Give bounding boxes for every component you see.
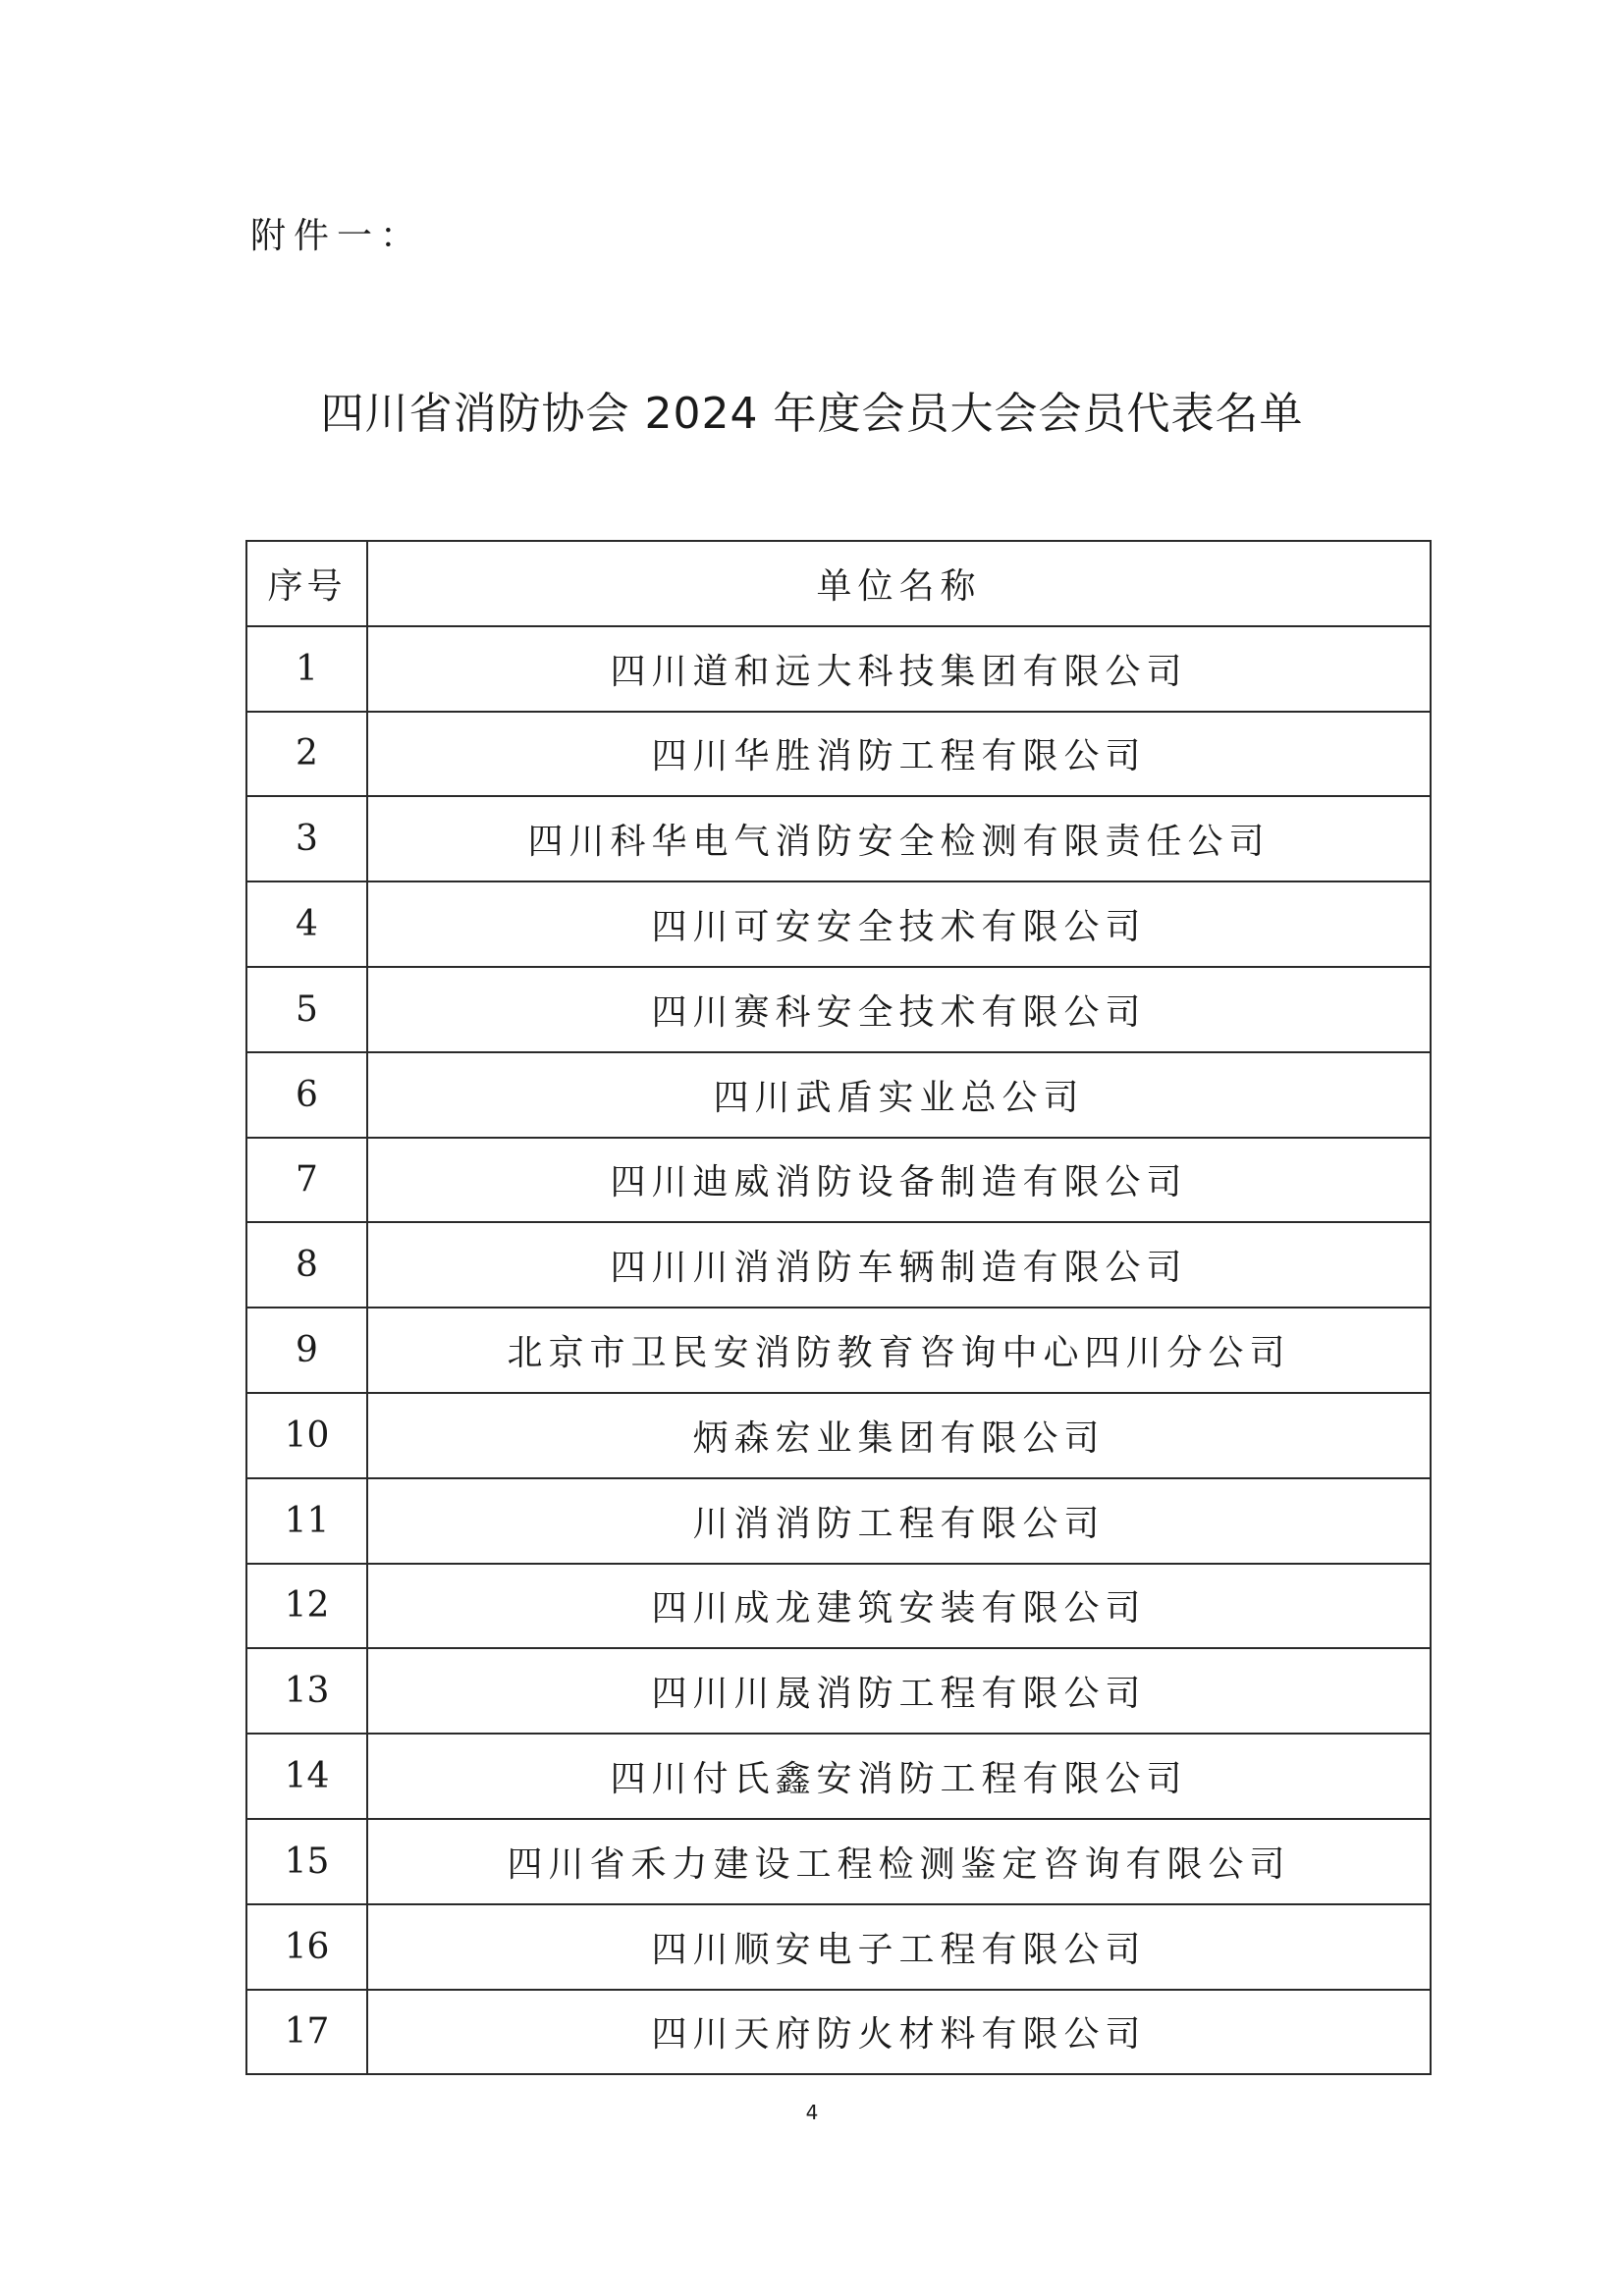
row-number: 11	[246, 1478, 367, 1564]
row-number: 7	[246, 1138, 367, 1223]
row-number: 5	[246, 967, 367, 1052]
table-row	[246, 1222, 1431, 1308]
row-number: 16	[246, 1904, 367, 1990]
unit-name: 四川科华电气消防安全检测有限责任公司	[367, 796, 1431, 881]
unit-name: 四川可安安全技术有限公司	[367, 881, 1431, 967]
unit-name: 四川省禾力建设工程检测鉴定咨询有限公司	[367, 1819, 1431, 1904]
row-number: 9	[246, 1308, 367, 1393]
table-row	[246, 1393, 1431, 1478]
table-row	[246, 1904, 1431, 1990]
column-header-serial-number: 序号	[246, 541, 367, 626]
row-number: 17	[246, 1990, 367, 2075]
table-row	[246, 1990, 1431, 2075]
unit-name: 四川天府防火材料有限公司	[367, 1990, 1431, 2075]
unit-name: 北京市卫民安消防教育咨询中心四川分公司	[367, 1308, 1431, 1393]
unit-name: 四川付氏鑫安消防工程有限公司	[367, 1734, 1431, 1819]
document-title: 四川省消防协会 2024 年度会员大会会员代表名单	[320, 389, 1304, 439]
table-row	[246, 967, 1431, 1052]
table-row	[246, 626, 1431, 712]
unit-name: 四川迪威消防设备制造有限公司	[367, 1138, 1431, 1223]
row-number: 2	[246, 712, 367, 797]
unit-name: 四川川晟消防工程有限公司	[367, 1648, 1431, 1734]
table-row	[246, 1648, 1431, 1734]
table-row	[246, 1308, 1431, 1393]
row-number: 8	[246, 1222, 367, 1308]
page-number: 4	[805, 2101, 819, 2124]
table-body	[246, 626, 1431, 2075]
unit-name: 四川赛科安全技术有限公司	[367, 967, 1431, 1052]
table-header-row	[246, 541, 1431, 626]
row-number: 4	[246, 881, 367, 967]
unit-name: 川消消防工程有限公司	[367, 1478, 1431, 1564]
unit-name: 四川华胜消防工程有限公司	[367, 712, 1431, 797]
row-number: 1	[246, 626, 367, 712]
unit-name: 四川川消消防车辆制造有限公司	[367, 1222, 1431, 1308]
table-row	[246, 1819, 1431, 1904]
unit-name: 四川顺安电子工程有限公司	[367, 1904, 1431, 1990]
member-representatives-table	[245, 540, 1432, 2075]
row-number: 12	[246, 1564, 367, 1649]
row-number: 10	[246, 1393, 367, 1478]
row-number: 6	[246, 1052, 367, 1138]
table-row	[246, 881, 1431, 967]
unit-name: 四川成龙建筑安装有限公司	[367, 1564, 1431, 1649]
table-row	[246, 1734, 1431, 1819]
table-row	[246, 1478, 1431, 1564]
row-number: 14	[246, 1734, 367, 1819]
row-number: 15	[246, 1819, 367, 1904]
column-header-unit-name: 单位名称	[367, 541, 1431, 626]
table-row	[246, 796, 1431, 881]
table-row	[246, 1564, 1431, 1649]
unit-name: 四川道和远大科技集团有限公司	[367, 626, 1431, 712]
table-row	[246, 1138, 1431, 1223]
unit-name: 炳森宏业集团有限公司	[367, 1393, 1431, 1478]
attachment-label: 附件一：	[250, 216, 424, 256]
row-number: 13	[246, 1648, 367, 1734]
table-row	[246, 712, 1431, 797]
row-number: 3	[246, 796, 367, 881]
table-row	[246, 1052, 1431, 1138]
unit-name: 四川武盾实业总公司	[367, 1052, 1431, 1138]
